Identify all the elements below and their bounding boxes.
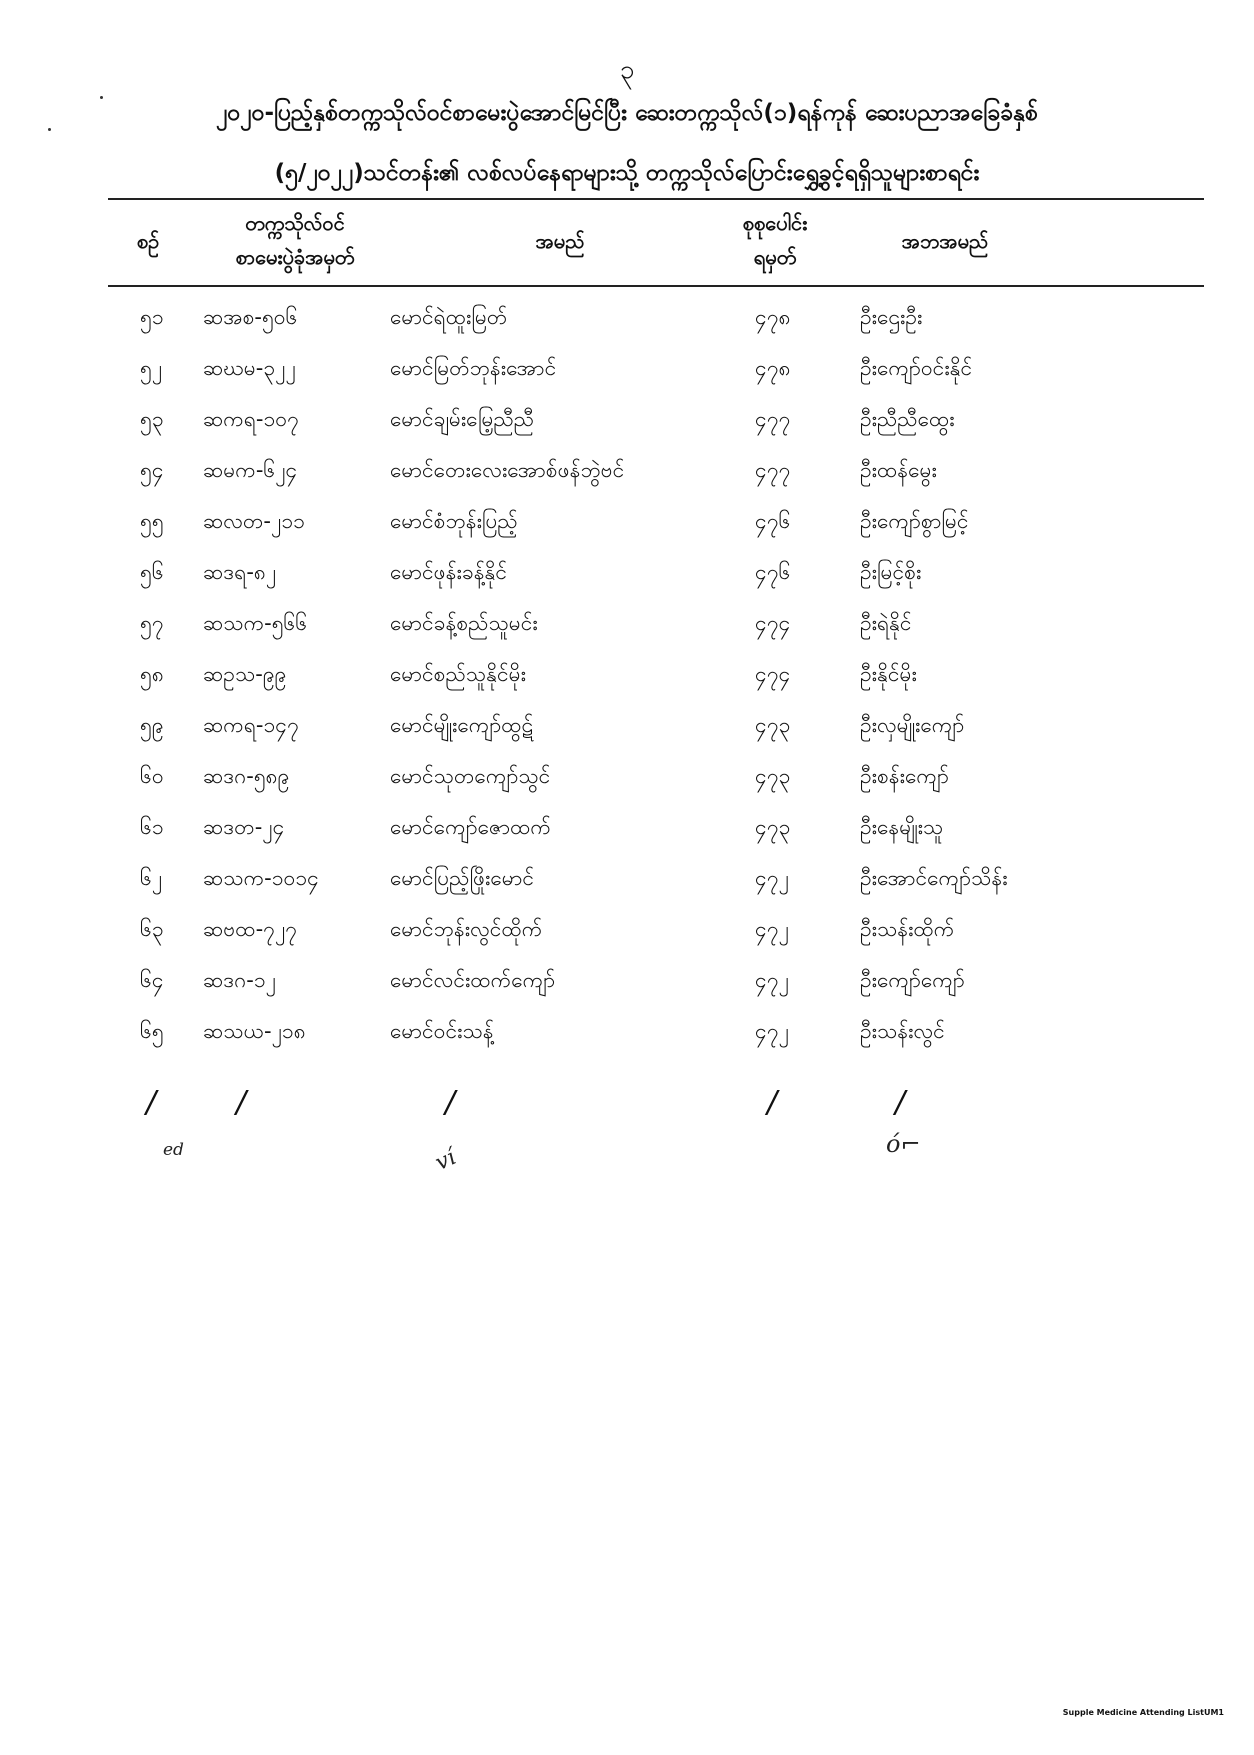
cell-father: ဦးကျော်ကျော်: [860, 968, 965, 992]
cell-no: ၅၈: [140, 662, 164, 686]
cell-roll: ဆသက-၁၀၁၄: [203, 866, 319, 890]
cell-father: ဦးကျော်ဝင်းနိုင်: [860, 356, 973, 380]
table-row: [0, 553, 1254, 603]
cell-name: မောင်ပြည့်ဖြိုးမောင်: [390, 866, 535, 890]
cell-name: မောင်ဖုန်းခန့်နိုင်: [390, 560, 508, 584]
header-roll-line-1: တက္ကသိုလ်ဝင်: [245, 211, 345, 235]
table-row: [0, 757, 1254, 807]
cell-no: ၆၄: [140, 968, 164, 992]
cell-roll: ဆကရ-၁၀၇: [203, 407, 299, 431]
header-name: [460, 224, 660, 258]
cell-roll: ဆဒဂ-၁၂: [203, 968, 276, 992]
cell-marks: ၄၇၃: [755, 815, 791, 839]
page-number: ၃: [619, 55, 635, 85]
cell-no: ၆၂: [140, 866, 163, 890]
table-header-rule: [108, 285, 1204, 287]
signature-initials: ed: [163, 1140, 184, 1160]
cell-no: ၆၁: [140, 815, 164, 839]
header-roll-line-2: စာမေးပွဲခုံအမှတ်: [235, 245, 355, 269]
cell-father: ဦးနိုင်မိုး: [860, 662, 917, 686]
header-exam-line-1: စုစုပေါင်း: [742, 211, 808, 235]
table-row: [0, 298, 1254, 348]
cell-name: မောင်ဝင်းသန့်: [390, 1019, 494, 1043]
cell-name: မောင်ဘုန်းလွင်ထိုက်: [390, 917, 543, 941]
footer-caption: Supple Medicine Attending ListUM1: [1062, 1708, 1224, 1717]
cell-roll: ဆမက-၆၂၄: [203, 458, 298, 482]
cell-marks: ၄၇၆: [755, 560, 791, 584]
document-title-line-1: ၂၀၂၀-ပြည့်နှစ်တက္ကသိုလ်ဝင်စာမေးပွဲအောင်မြင်ပြီး ဆေးတက္ကသိုလ်(၁)ရန်ကုန် ဆေးပညာအခြေခံနှစ်: [216, 100, 1038, 126]
signature-initials: ó⌐: [886, 1130, 921, 1158]
cell-father: ဦးသန်းလွင်: [860, 1019, 945, 1043]
table-row: [0, 961, 1254, 1011]
cell-roll: ဆလတ-၂၁၁: [203, 509, 305, 533]
header-father: [855, 224, 1035, 258]
cell-marks: ၄၇၂: [755, 1019, 789, 1043]
cell-no: ၆၅: [140, 1019, 164, 1043]
cell-name: မောင်ချမ်းမြေ့ညီညီ: [390, 407, 535, 431]
cell-marks: ၄၇၂: [755, 866, 789, 890]
cell-marks: ၄၇၄: [755, 662, 791, 686]
header-name-label: အမည်: [535, 229, 585, 253]
cell-father: ဦးညီညီထွေး: [860, 407, 955, 431]
header-no-label: စဉ်: [136, 229, 160, 253]
cell-name: မောင်ကျော်ဇောထက်: [390, 815, 551, 839]
cell-roll: ဆကရ-၁၄၇: [203, 713, 299, 737]
cell-roll: ဆဥသ-၉၉: [203, 662, 287, 686]
cell-name: မောင်လင်းထက်ကျော်: [390, 968, 556, 992]
cell-no: ၆၀: [140, 764, 164, 788]
table-row: [0, 859, 1254, 909]
table-row: [0, 451, 1254, 501]
table-row: [0, 706, 1254, 756]
signature-initials: ví: [431, 1145, 460, 1176]
cell-roll: ဆအစ-၅၀၆: [203, 305, 298, 329]
header-no: [118, 224, 178, 258]
table-row: [0, 604, 1254, 654]
cell-father: ဦးရဲနိုင်: [860, 611, 912, 635]
continuation-mark: /: [895, 1085, 906, 1120]
cell-father: ဦးလှမျိုးကျော်: [860, 713, 965, 737]
table-row: [0, 502, 1254, 552]
cell-marks: ၄၇၈: [755, 356, 791, 380]
cell-marks: ၄၇၆: [755, 509, 791, 533]
cell-name: မောင်မျိုးကျော်ထွဋ်: [390, 713, 534, 737]
cell-roll: ဆသက-၅၆၆: [203, 611, 308, 635]
table-row: [0, 1012, 1254, 1062]
cell-roll: ဆဒရ-၈၂: [203, 560, 277, 584]
cell-father: ဦးနေမျိုးသူ: [860, 815, 944, 839]
cell-roll: ဆဃမ-၃၂၂: [203, 356, 296, 380]
cell-name: မောင်စံဘုန်းပြည့်: [390, 509, 518, 533]
cell-marks: ၄၇၈: [755, 305, 791, 329]
continuation-mark: /: [767, 1085, 778, 1120]
table-row: [0, 910, 1254, 960]
cell-father: ဦးမြင့်စိုး: [860, 560, 922, 584]
cell-no: ၅၆: [140, 560, 164, 584]
table-top-rule: [108, 198, 1204, 200]
continuation-mark: /: [236, 1085, 247, 1120]
header-roll: [175, 206, 415, 274]
cell-no: ၆၃: [140, 917, 164, 941]
cell-marks: ၄၇၃: [755, 764, 791, 788]
cell-roll: ဆဗထ-၇၂၇: [203, 917, 298, 941]
cell-no: ၅၃: [140, 407, 164, 431]
header-exam: [705, 206, 845, 274]
cell-name: မောင်ရဲထူးမြတ်: [390, 305, 508, 329]
cell-no: ၅၁: [140, 305, 164, 329]
cell-no: ၅၅: [140, 509, 164, 533]
continuation-mark: /: [146, 1085, 157, 1120]
cell-marks: ၄၇၇: [755, 407, 791, 431]
cell-father: ဦးစန်းကျော်: [860, 764, 949, 788]
cell-marks: ၄၇၂: [755, 917, 789, 941]
cell-name: မောင်စည်သူနိုင်မိုး: [390, 662, 526, 686]
cell-marks: ၄၇၂: [755, 968, 789, 992]
cell-marks: ၄၇၃: [755, 713, 791, 737]
cell-name: မောင်တေးလေးအောစ်ဖန်ဘွဲဗင်: [390, 458, 625, 482]
table-row: [0, 655, 1254, 705]
cell-no: ၅၂: [140, 356, 163, 380]
cell-father: ဦးကျော်စွာမြင့်: [860, 509, 969, 533]
document-title-line-2: (၅/၂၀၂၂)သင်တန်း၏ လစ်လပ်နေရာများသို့ တက္ကသိုလ်ပြောင်းရွှေ့ခွင့်ရရှိသူများစာရင်း: [274, 160, 980, 186]
header-father-label: အဘအမည်: [901, 229, 989, 253]
cell-name: မောင်ခန့်စည်သူမင်း: [390, 611, 538, 635]
cell-roll: ဆသယ-၂၁၈: [203, 1019, 306, 1043]
table-row: [0, 400, 1254, 450]
cell-roll: ဆဒဂ-၅၈၉: [203, 764, 290, 788]
cell-name: မောင်သုတကျော်သွင်: [390, 764, 551, 788]
cell-father: ဦးသန်းထိုက်: [860, 917, 955, 941]
cell-roll: ဆဒတ-၂၄: [203, 815, 285, 839]
cell-no: ၅၄: [140, 458, 164, 482]
cell-name: မောင်မြတ်ဘုန်းအောင်: [390, 356, 557, 380]
cell-marks: ၄၇၇: [755, 458, 791, 482]
cell-no: ၅၉: [140, 713, 164, 737]
cell-father: ဦးထန်မွေး: [860, 458, 937, 482]
cell-father: ဦးအောင်ကျော်သိန်း: [860, 866, 1008, 890]
cell-no: ၅၇: [140, 611, 164, 635]
table-row: [0, 349, 1254, 399]
table-row: [0, 808, 1254, 858]
cell-marks: ၄၇၄: [755, 611, 791, 635]
cell-father: ဦးဌေးဦး: [860, 305, 923, 329]
continuation-mark: /: [445, 1085, 456, 1120]
header-exam-line-2: ရမှတ်: [753, 245, 797, 269]
